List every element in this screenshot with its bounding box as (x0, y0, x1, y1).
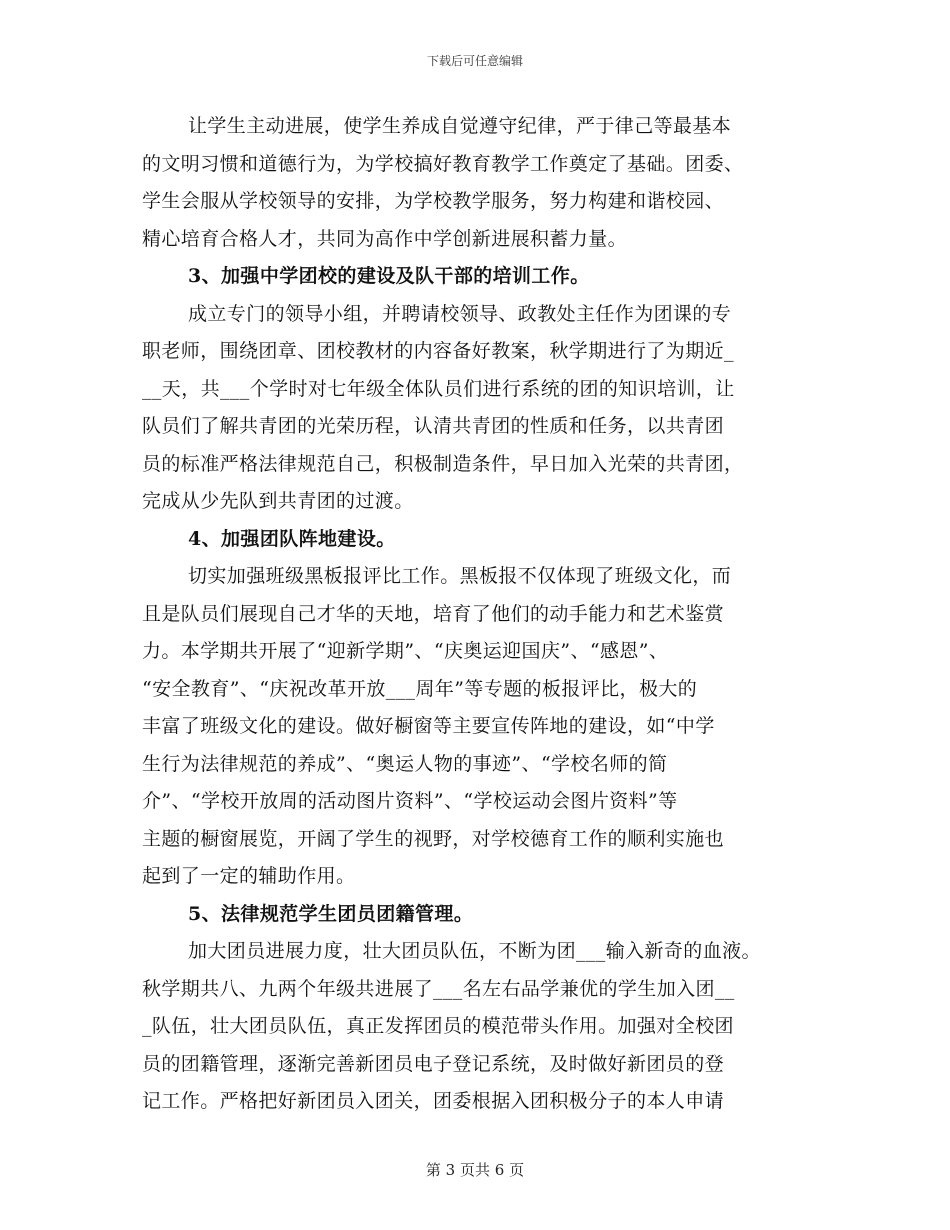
paragraph-line: 力。本学期共开展了“迎新学期”、“庆奥运迎国庆”、“感恩”、 (142, 640, 669, 662)
paragraph-line: 精心培育合格人才，共同为高作中学创新进展积蓄力量。 (142, 227, 628, 250)
paragraph-line: 生行为法律规范的养成”、“奥运人物的事迹”、“学校名师的简 (142, 752, 668, 775)
page-number: 第 3 页共 6 页 (425, 1161, 525, 1179)
section-heading: 4、加强团队阵地建设。 (188, 527, 396, 550)
paragraph-line: 队员们了解共青团的光荣历程，认清共青团的性质和任务，以共青团 (142, 415, 725, 437)
paragraph-line: _队伍，壮大团员队伍，真正发挥团员的模范带头作用。加强对全校团 (142, 1015, 734, 1037)
paragraph-line: 加大团员进展力度，壮大团员队伍，不断为团___输入新奇的血液。 (188, 940, 761, 962)
section-heading: 3、加强中学团校的建设及队干部的培训工作。 (188, 265, 590, 287)
section-heading: 5、法律规范学生团员团籍管理。 (188, 902, 474, 925)
paragraph-line: __天，共___个学时对七年级全体队员们进行系统的团的知识培训，让 (142, 377, 735, 400)
paragraph-line: 的文明习惯和道德行为，为学校搞好教育教学工作奠定了基础。团委、 (142, 152, 744, 175)
paragraph-line: 员的团籍管理，逐渐完善新团员电子登记系统，及时做好新团员的登 (142, 1052, 725, 1075)
paragraph-line: 完成从少先队到共青团的过渡。 (142, 490, 414, 512)
page-header: 下载后可任意编辑 (426, 54, 523, 68)
paragraph-line: 员的标准严格法律规范自己，积极制造条件，早日加入光荣的共青团， (142, 452, 744, 475)
paragraph-line: “安全教育”、“庆祝改革开放___周年”等专题的板报评比，极大的 (142, 677, 698, 700)
paragraph-line: 且是队员们展现自己才华的天地，培育了他们的动手能力和艺术鉴赏 (142, 602, 725, 625)
paragraph-line: 秋学期共八、九两个年级共进展了___名左右品学兼优的学生加入团__ (142, 977, 735, 1000)
paragraph-line: 让学生主动进展，使学生养成自觉遵守纪律，严于律己等最基本 (188, 115, 732, 137)
paragraph-line: 成立专门的领导小组，并聘请校领导、政教处主任作为团课的专 (188, 302, 732, 325)
paragraph-line: 记工作。严格把好新团员入团关，团委根据入团积极分子的本人申请 (142, 1090, 725, 1112)
paragraph-line: 学生会服从学校领导的安排，为学校教学服务，努力构建和谐校园、 (142, 190, 725, 212)
paragraph-line: 起到了一定的辅助作用。 (142, 865, 356, 887)
paragraph-line: 职老师，围绕团章、团校教材的内容备好教案，秋学期进行了为期近_ (142, 340, 734, 362)
paragraph-line: 主题的橱窗展览，开阔了学生的视野，对学校德育工作的顺利实施也 (142, 827, 725, 850)
paragraph-line: 介”、“学校开放周的活动图片资料”、“学校运动会图片资料”等 (142, 790, 678, 812)
paragraph-line: 丰富了班级文化的建设。做好橱窗等主要宣传阵地的建设，如“中学 (142, 715, 715, 737)
paragraph-line: 切实加强班级黑板报评比工作。黑板报不仅体现了班级文化，而 (188, 565, 732, 587)
document-body (142, 108, 822, 1121)
